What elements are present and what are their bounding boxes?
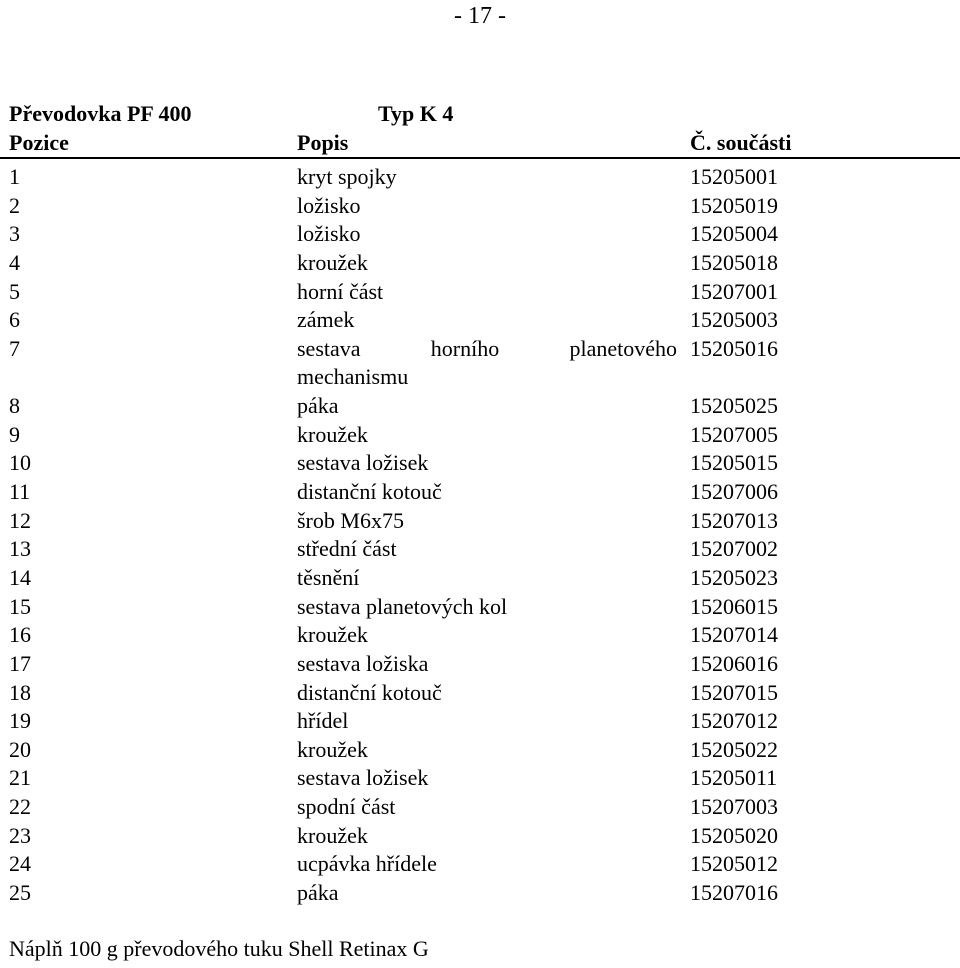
column-header-description: Popis <box>297 130 349 155</box>
table-row <box>0 192 960 224</box>
row-description: sestava planetových kol <box>297 593 508 619</box>
row-position: 20 <box>9 736 31 762</box>
row-position: 13 <box>9 536 31 562</box>
row-part-number: 15205022 <box>690 736 778 762</box>
row-part-number: 15205023 <box>690 564 778 590</box>
row-position: 24 <box>9 851 31 877</box>
header-rule <box>0 157 960 159</box>
row-position: 17 <box>9 650 31 676</box>
row-description: sestava ložiska <box>297 650 429 676</box>
table-row <box>0 538 960 567</box>
table-row <box>0 822 960 854</box>
row-description: kroužek <box>297 622 368 648</box>
row-description: ucpávka hřídele <box>297 851 437 877</box>
row-description: distanční kotouč <box>297 479 442 505</box>
row-position: 14 <box>9 564 31 590</box>
table-row <box>0 564 960 596</box>
row-description: sestava ložisek <box>297 765 429 791</box>
product-title: Převodovka PF 400 <box>9 101 192 126</box>
table-row <box>0 679 960 711</box>
product-type: Typ K 4 <box>378 101 454 126</box>
row-description: horní část <box>297 278 384 304</box>
row-part-number: 15205018 <box>690 249 778 275</box>
row-position: 5 <box>9 278 20 304</box>
table-row <box>0 736 960 768</box>
row-description-continued: mechanismu <box>297 364 409 390</box>
row-part-number: 15205016 <box>690 335 778 361</box>
table-row <box>0 166 960 195</box>
row-position: 11 <box>9 479 31 505</box>
row-description: sestava ložisek <box>297 450 429 476</box>
row-description-word: horního <box>430 335 500 361</box>
row-position: 10 <box>9 450 31 476</box>
row-description: těsnění <box>297 564 360 590</box>
row-description: páka <box>297 880 339 906</box>
table-row <box>0 278 960 310</box>
row-part-number: 15205004 <box>690 221 778 247</box>
row-part-number: 15207014 <box>690 622 778 648</box>
row-part-number: 15205012 <box>690 851 778 877</box>
row-part-number: 15207002 <box>690 536 778 562</box>
row-part-number: 15207001 <box>690 278 778 304</box>
row-description: kroužek <box>297 736 368 762</box>
row-part-number: 15205003 <box>690 307 778 333</box>
column-header-part-number: Č. součásti <box>690 130 792 155</box>
row-description: kroužek <box>297 822 368 848</box>
row-part-number: 15205011 <box>690 765 778 791</box>
row-part-number: 15207013 <box>690 507 778 533</box>
row-position: 25 <box>9 880 31 906</box>
table-row <box>0 335 960 395</box>
row-position: 6 <box>9 307 20 333</box>
row-description: ložisko <box>297 192 361 218</box>
row-part-number: 15207016 <box>690 880 778 906</box>
row-description: kryt spojky <box>297 164 397 189</box>
page-number: - 17 - <box>454 3 506 29</box>
row-description: spodní část <box>297 794 396 820</box>
row-position: 16 <box>9 622 31 648</box>
row-part-number: 15207015 <box>690 679 778 705</box>
table-row <box>0 593 960 625</box>
row-position: 21 <box>9 765 31 791</box>
row-position: 19 <box>9 708 31 734</box>
table-row <box>0 481 960 510</box>
row-position: 8 <box>9 393 20 419</box>
row-description: kroužek <box>297 421 368 447</box>
row-description: šrob M6x75 <box>297 507 404 533</box>
row-description-word: sestava <box>297 335 361 361</box>
row-part-number: 15206015 <box>690 593 778 619</box>
row-position: 7 <box>9 335 20 361</box>
table-row <box>0 796 960 825</box>
row-part-number: 15207012 <box>690 708 778 734</box>
row-position: 22 <box>9 794 31 820</box>
footer-note: Náplň 100 g převodového tuku Shell Retinax G <box>9 936 429 961</box>
row-part-number: 15205025 <box>690 393 778 419</box>
row-part-number: 15207003 <box>690 794 778 820</box>
table-row <box>0 507 960 539</box>
row-part-number: 15205019 <box>690 192 778 218</box>
column-header-position: Pozice <box>9 130 69 155</box>
row-part-number: 15205015 <box>690 450 778 476</box>
table-row <box>0 710 960 739</box>
row-description <box>297 335 677 361</box>
table-row <box>0 650 960 682</box>
row-description: ložisko <box>297 221 361 247</box>
row-description: distanční kotouč <box>297 679 442 705</box>
table-row <box>0 421 960 453</box>
row-part-number: 15207005 <box>690 421 778 447</box>
table-row <box>0 395 960 424</box>
table-row <box>0 223 960 252</box>
row-description: páka <box>297 393 339 419</box>
table-row <box>0 249 960 281</box>
row-position: 2 <box>9 192 20 218</box>
row-position: 4 <box>9 249 20 275</box>
row-description: hřídel <box>297 708 349 734</box>
row-part-number: 15205020 <box>690 822 778 848</box>
row-part-number: 15206016 <box>690 650 778 676</box>
row-position: 15 <box>9 593 31 619</box>
row-description-word: planetového <box>569 335 677 361</box>
row-position: 12 <box>9 507 31 533</box>
table-row <box>0 767 960 796</box>
table-row <box>0 882 960 911</box>
row-position: 1 <box>9 164 20 189</box>
row-position: 9 <box>9 421 20 447</box>
row-part-number: 15205001 <box>690 164 778 189</box>
parts-table <box>0 166 960 911</box>
table-row <box>0 309 960 338</box>
table-row <box>0 452 960 481</box>
row-position: 23 <box>9 822 31 848</box>
row-description: střední část <box>297 536 397 562</box>
row-position: 3 <box>9 221 20 247</box>
table-row <box>0 853 960 882</box>
row-position: 18 <box>9 679 31 705</box>
table-row <box>0 624 960 653</box>
row-part-number: 15207006 <box>690 479 778 505</box>
row-description: kroužek <box>297 249 368 275</box>
row-description: zámek <box>297 307 355 333</box>
